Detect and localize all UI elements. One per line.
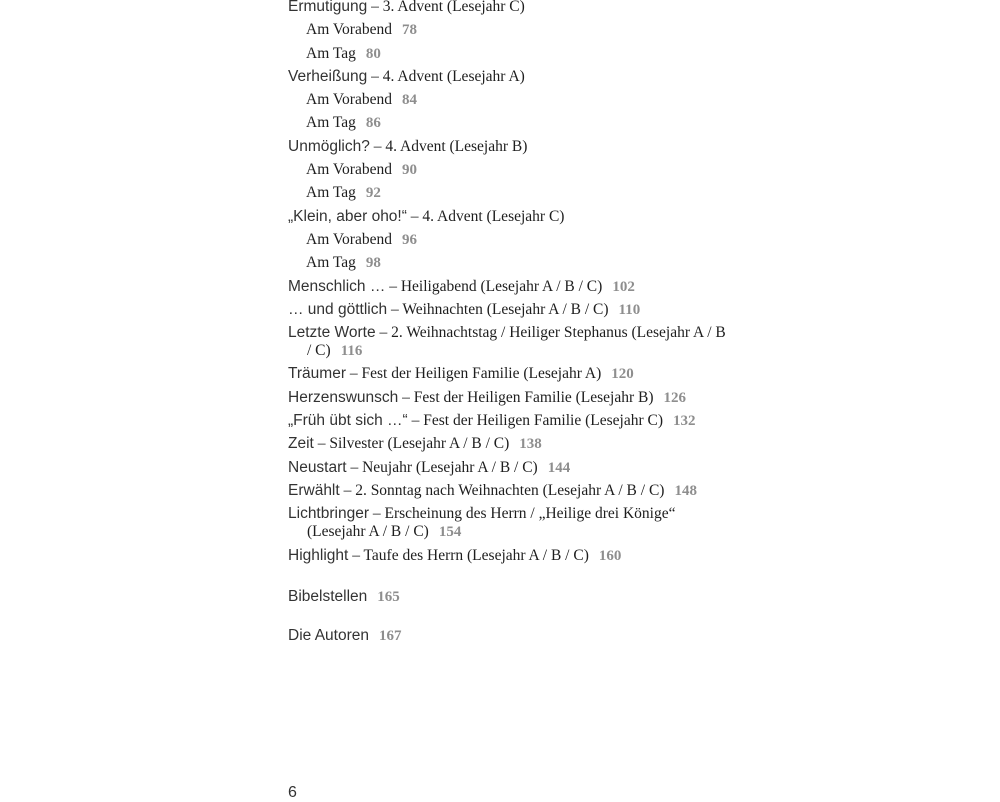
toc-entry-keyword: Letzte Worte [288,324,376,342]
toc-entry-title: – 4. Advent (Lesejahr A) [367,67,525,85]
toc-entry-keyword: Ermutigung [288,0,368,15]
toc-entry-page: 96 [401,231,417,248]
toc-entry [288,278,728,296]
toc-entry-page: 98 [365,255,381,272]
toc-entry-title: – Silvester (Lesejahr A / B / C) [313,435,510,453]
toc-entry-keyword: Neustart [288,458,347,476]
toc-entry-title: – 3. Advent (Lesejahr C) [367,0,525,15]
toc-entry-page: 165 [377,589,400,605]
toc-entry-keyword: Erwählt [288,481,340,499]
toc-entry [288,45,728,63]
toc-entry [288,68,728,86]
toc-entry [288,138,728,156]
toc-entry-keyword: … und göttlich [288,300,388,318]
toc-entry-bibelstellen [288,588,400,606]
toc-entry-title: Am Vorabend [306,91,392,109]
toc-entry-title: Am Vorabend [306,230,392,248]
toc-entry-page: 167 [379,628,402,644]
toc-entry-title: Am Tag [306,184,356,202]
toc-entry-page: 90 [401,162,417,179]
toc-entry-page: 154 [438,524,462,541]
toc-entry-title: Am Vorabend [306,21,392,39]
toc-entry-title: Am Tag [306,254,356,272]
toc-entry [288,91,728,109]
toc-entry [288,231,728,249]
toc-entry-title: – Heiligabend (Lesejahr A / B / C) [385,277,603,295]
toc-entry-title: – Taufe des Herrn (Lesejahr A / B / C) [348,546,589,564]
toc-entry-keyword: „Klein, aber oho!“ [288,207,407,225]
toc-entry-keyword: Träumer [288,365,346,383]
toc-entry-title: – 4. Advent (Lesejahr C) [406,207,565,225]
toc-entry-page: 116 [340,343,363,360]
toc-entry [288,412,728,430]
toc-entry-page: 80 [365,45,381,62]
toc-entry-keyword: Menschlich … [288,277,386,295]
toc-entry-title: Die Autoren [288,627,369,644]
toc-entry-keyword: Zeit [288,435,314,453]
toc-entry-page: 138 [519,436,542,453]
toc-entry-title: – Fest der Heiligen Familie (Lesejahr C) [407,412,663,430]
toc-entry-autoren [288,627,402,645]
toc-entry-keyword: Verheißung [288,67,368,85]
toc-entry-page: 120 [611,366,634,383]
toc-entry [288,505,728,541]
toc-entry-keyword: Unmöglich? [288,137,370,155]
toc-entry-title: – 2. Sonntag nach Weihnachten (Lesejahr A / B / C) [339,481,665,499]
toc-entry [288,254,728,272]
toc-entry-page: 92 [365,185,381,202]
toc-entry-title: – Weihnachten (Lesejahr A / B / C) [387,300,609,318]
toc-entry-keyword: Lichtbringer [288,505,369,523]
toc-entry-title: – Fest der Heiligen Familie (Lesejahr B) [398,388,654,406]
toc-entry [288,435,728,453]
toc-entry [288,365,728,383]
toc-entry-page: 110 [618,301,641,318]
table-of-contents [288,0,728,570]
toc-entry [288,459,728,477]
toc-entry [288,208,728,226]
toc-entry-keyword: Highlight [288,546,349,564]
page-number: 6 [288,784,297,801]
toc-entry-title: Am Vorabend [306,161,392,179]
toc-entry [288,389,728,407]
toc-entry-page: 160 [598,547,622,564]
toc-entry [288,161,728,179]
toc-entry-title: – Erscheinung des Herrn / „Heilige drei Könige“ (Lesejahr A / B / C) [307,505,676,541]
toc-entry-page: 144 [547,459,571,476]
toc-entry-page: 84 [401,92,417,109]
toc-entry-page: 132 [673,413,696,430]
toc-entry [288,0,728,16]
toc-entry [288,114,728,132]
toc-entry-keyword: Herzenswunsch [288,388,399,406]
toc-entry [288,547,728,565]
toc-entry-keyword: „Früh übt sich …“ [288,412,408,430]
toc-entry [288,482,728,500]
toc-entry-page: 148 [674,482,697,499]
toc-entry-title: Am Tag [306,114,356,132]
toc-entry [288,324,728,360]
toc-entry-title: – 4. Advent (Lesejahr B) [369,137,528,155]
toc-entry-title: – Neujahr (Lesejahr A / B / C) [346,458,538,476]
toc-entry-title: – 2. Weihnachtstag / Heiliger Stephanus (Lesejahr A / B / C) [307,324,726,360]
toc-entry-title: – Fest der Heiligen Familie (Lesejahr A) [346,365,602,383]
toc-entry-page: 102 [612,278,635,295]
toc-entry-title: Am Tag [306,44,356,62]
toc-entry-page: 78 [401,22,417,39]
toc-entry [288,301,728,319]
toc-entry-page: 86 [365,115,381,132]
toc-entry-title: Bibelstellen [288,588,368,605]
toc-entry-page: 126 [663,389,687,406]
toc-entry [288,184,728,202]
toc-entry [288,21,728,39]
